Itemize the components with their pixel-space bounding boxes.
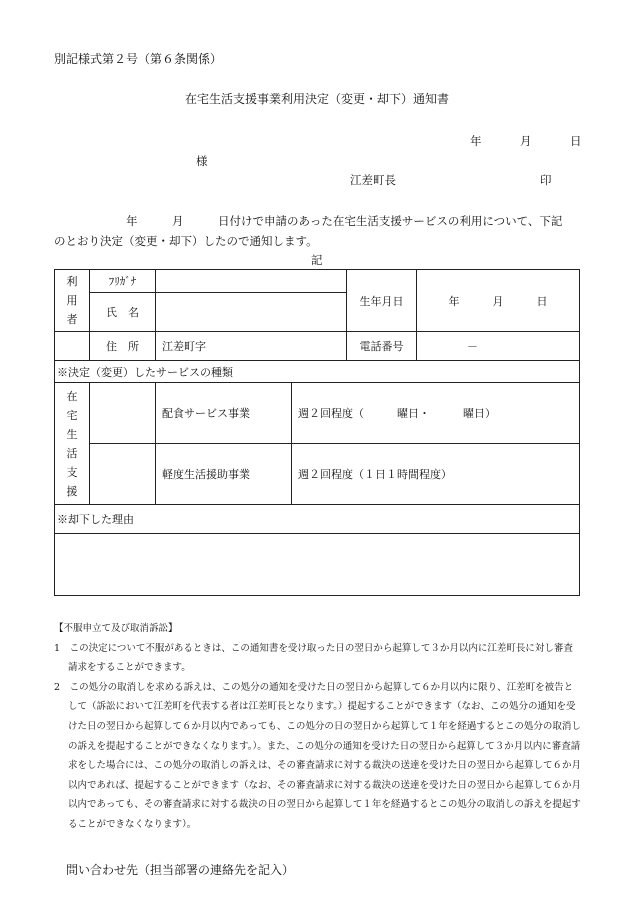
phone-field[interactable]: － (417, 332, 580, 361)
furigana-field[interactable] (156, 270, 347, 293)
form-number: 別記様式第２号（第６条関係） (54, 52, 223, 66)
ki-label: 記 (311, 253, 323, 267)
service-name-1: 配食サービス事業 (156, 383, 292, 444)
date-year: 年 (470, 134, 482, 148)
name-label: 氏 名 (90, 293, 156, 332)
application-table (54, 269, 580, 596)
phone-label: 電話番号 (347, 332, 417, 361)
notice-item-2: 2 この処分の取消しを求める訴えは、この処分の通知を受けた日の翌日から起算して６か月以内に限り、江差町を被告として（訴訟において江差町を代表する者は江差町長となります。）提起することができます（なお、この処分の通知を受けた日の翌日から起算して６か月以内であっても、この処分の日の翌日から起算して１年を経過するとこの処分の取消しの訴えを提起することができなくなります。）。また、この処分の通知を受けた日の翌日から起算して３か月以内に審査請求をした場合には、この処分の取消しの訴えは、その審査請求に対する裁決の送達を受けた日の翌日から起算して６か月以内であれば、提起することができます（なお、その審査請求に対する裁決の送達を受けた日の翌日から起算して６か月以内であっても、その審査請求に対する裁決の日の翌日から起算して１年を経過するとこの処分の取消しの訴えを提起することができなくなります）。 (54, 681, 582, 830)
service-check-2[interactable] (90, 444, 156, 505)
name-field[interactable] (156, 293, 347, 332)
notice-heading: 【不服申立て及び取消訴訟】 (54, 623, 178, 634)
user-label: 利 用 者 (55, 270, 90, 332)
birthdate-label: 生年月日 (347, 270, 417, 332)
reject-reason-field[interactable] (55, 534, 580, 596)
seal-mark: 印 (540, 173, 552, 187)
issuer-name: 江差町長 (350, 173, 396, 187)
service-detail-2: 週２回程度（１日１時間程度） (292, 444, 580, 505)
service-name-2: 軽度生活援助事業 (156, 444, 292, 505)
address-field[interactable]: 江差町字 (156, 332, 347, 361)
service-header: ※決定（変更）したサービスの種類 (55, 361, 580, 383)
furigana-label: ﾌﾘｶﾞﾅ (90, 270, 156, 293)
birthdate-field[interactable]: 年 月 日 (417, 270, 580, 332)
service-side-label: 在 宅 生 活 支 援 (55, 383, 90, 505)
intro-line-1: 年 月 日付けで申請のあった在宅生活支援サービスの利用について、下記 (126, 214, 563, 228)
document-title: 在宅生活支援事業利用決定（変更・却下）通知書 (185, 92, 450, 106)
notice-item-1: 1 この決定について不服があるときは、この通知書を受け取った日の翌日から起算して３か月以内に江差町長に対し審査請求をすることができます。 (54, 642, 573, 674)
date-day: 日 (570, 134, 582, 148)
service-detail-1: 週２回程度（ 曜日・ 曜日） (292, 383, 580, 444)
service-check-1[interactable] (90, 383, 156, 444)
contact-line: 問い合わせ先（担当部署の連絡先を記入） (66, 863, 295, 877)
appeal-notice (54, 619, 582, 835)
intro-line-2: のとおり決定（変更・却下）したので通知します。 (54, 234, 318, 248)
addressee-suffix: 様 (196, 154, 208, 168)
date-month: 月 (520, 134, 532, 148)
address-label: 住 所 (90, 332, 156, 361)
reject-header: ※却下した理由 (55, 505, 580, 534)
